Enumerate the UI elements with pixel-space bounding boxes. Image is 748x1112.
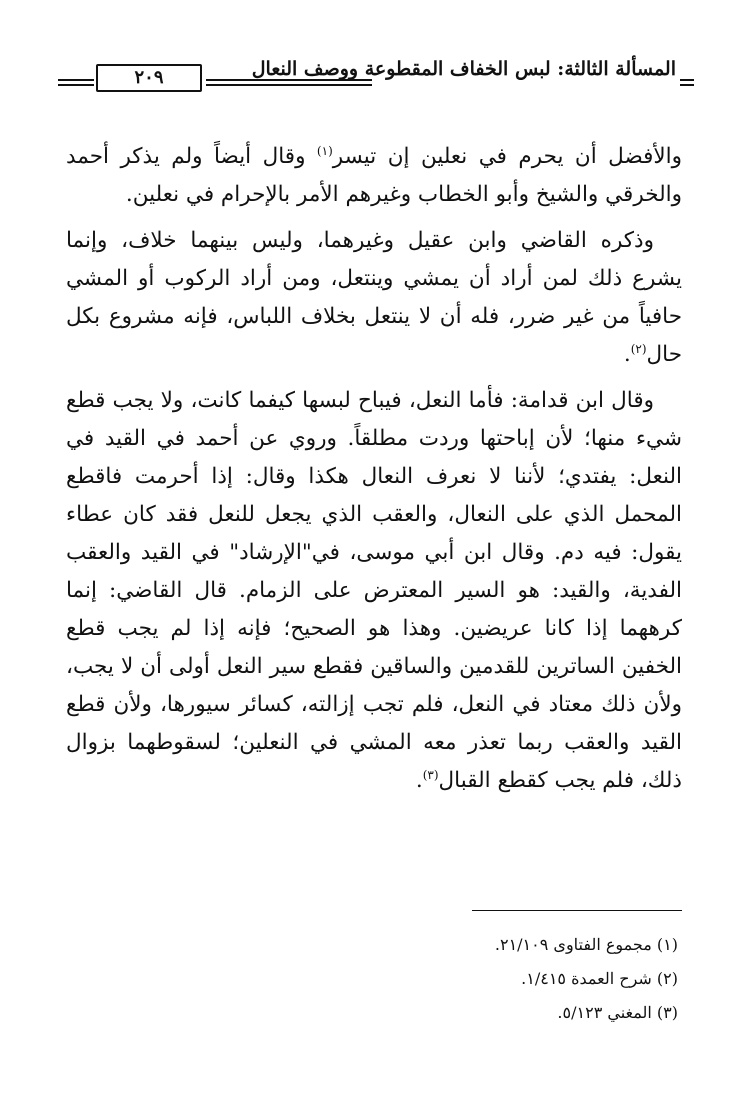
paragraph <box>66 222 682 374</box>
footnote-item: (١) مجموع الفتاوى ٢١/١٠٩. <box>494 935 678 954</box>
header-ornament-rule <box>680 79 694 86</box>
footnote-item: (٣) المغني ٥/١٢٣. <box>557 1003 678 1022</box>
main-text <box>66 138 682 808</box>
footnote-separator <box>472 910 682 911</box>
header-ornament-rule <box>58 79 94 86</box>
paragraph-text: وذكره القاضي وابن عقيل وغيرهما، وليس بينهما خلاف، وإنما يشرع ذلك لمن أراد أن يمشي وينتعل، ومن أراد الركوب أو المشي حافياً من غير ضرر، فله أن لا ينتعل بخلاف اللباس، فإنه مشروع بكل حال <box>66 228 682 367</box>
paragraph-text: . <box>623 342 631 367</box>
chapter-title: المسألة الثالثة: لبس الخفاف المقطوعة ووصف النعال <box>251 58 676 80</box>
header-ornament-rule <box>206 79 372 86</box>
paragraph <box>66 382 682 800</box>
page-number: ٢٠٩ <box>96 64 202 92</box>
footnote-ref[interactable]: (٢) <box>630 341 647 356</box>
footnote-ref[interactable]: (٣) <box>422 767 439 782</box>
paragraph <box>66 138 682 214</box>
footnote-item: (٢) شرح العمدة ١/٤١٥. <box>521 969 678 988</box>
running-header <box>58 56 694 96</box>
paragraph-text: وقال ابن قدامة: فأما النعل، فيباح لبسها كيفما كانت، ولا يجب قطع شيء منها؛ لأن إباحتها وردت مطلقاً. وروي عن أحمد في القيد في النعل: يفتدي؛ لأننا لا نعرف النعال هكذا وقال: إذا أحرمت فاقطع المحمل الذي على النعال، والعقب الذي يجعل للنعل فقد كان عطاء يقول: فيه دم. وقال ابن أبي موسى، في"الإرشاد" في القيد والعقب الفدية، والقيد: هو السير المعترض على الزمام. قال القاضي: إنما كرههما إذا كانا عريضين. وهذا هو الصحيح؛ فإنه إذا لم يجب قطع الخفين الساترين للقدمين والساقين فقطع سير النعل أولى أن لا يجب، ولأن ذلك معتاد في النعل، فلم تجب إزالته، كسائر سيورها، ولأن قطع القيد والعقب ربما تعذر معه المشي في النعلين؛ لسقوطهما بزوال ذلك، فلم يجب كقطع القبال <box>66 388 682 793</box>
footnote-ref[interactable]: (١) <box>316 143 333 158</box>
paragraph-text: والأفضل أن يحرم في نعلين إن تيسر <box>332 144 682 169</box>
paragraph-text: . <box>415 768 423 793</box>
footnotes <box>118 928 678 1030</box>
paragraph-text: وقال أيضاً ولم يذكر أحمد والخرقي والشيخ وأبو الخطاب وغيرهم الأمر بالإحرام في نعلين. <box>66 144 682 207</box>
